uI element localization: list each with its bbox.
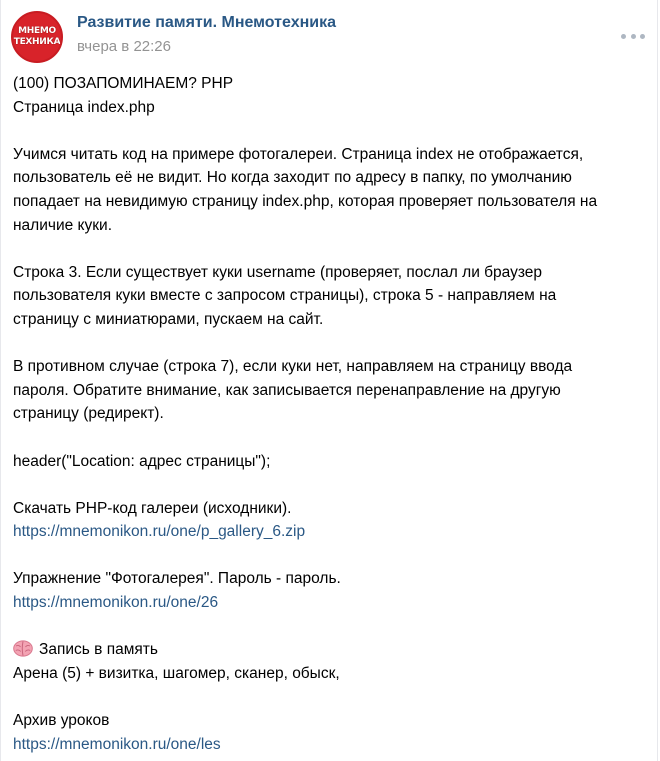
paragraph2-line: пользователя куки вместе с запросом страницы), строка 5 - направляем на bbox=[13, 287, 557, 305]
exercise-line bbox=[13, 591, 649, 615]
memory-heading bbox=[13, 638, 649, 662]
paragraph2-line: Строка 3. Если существует куки username (проверяет, послал ли браузер bbox=[13, 263, 543, 281]
blank-line bbox=[13, 332, 649, 356]
download-label: Скачать PHP-код галереи (исходники). bbox=[13, 499, 292, 517]
archive-link[interactable]: https://mnemonikon.ru/one/les bbox=[13, 735, 221, 753]
blank-line bbox=[13, 473, 649, 497]
archive-line bbox=[13, 733, 649, 757]
post-subtitle: Страница index.php bbox=[13, 98, 155, 116]
post-date-link[interactable]: вчера в 22:26 bbox=[77, 38, 171, 55]
paragraph1-line: пользователь её не видит. Но когда заходит по адресу в папку, по умолчанию bbox=[13, 169, 572, 187]
paragraph1-line: попадает на невидимую страницу index.php, которая проверяет пользователя на bbox=[13, 192, 598, 210]
group-avatar[interactable] bbox=[11, 11, 63, 63]
exercise-label: Упражнение "Фотогалерея". Пароль - пароль. bbox=[13, 570, 341, 588]
dot bbox=[640, 34, 645, 39]
blank-line bbox=[13, 544, 649, 568]
memory-text: Арена (5) + визитка, шагомер, сканер, обыск, bbox=[13, 664, 340, 682]
group-name-link[interactable]: Развитие памяти. Мнемотехника bbox=[77, 14, 336, 31]
brain-emoji-icon bbox=[13, 640, 33, 657]
code-line: header("Location: адрес страницы"); bbox=[13, 452, 271, 470]
download-link[interactable]: https://mnemonikon.ru/one/p_gallery_6.zip bbox=[13, 523, 306, 541]
paragraph1-line: наличие куки. bbox=[13, 216, 112, 234]
paragraph3-line: страницу (редирект). bbox=[13, 405, 164, 423]
paragraph2-line: страницу с миниатюрами, пускаем на сайт. bbox=[13, 310, 324, 328]
blank-line bbox=[13, 685, 649, 709]
memory-label: Запись в память bbox=[39, 641, 158, 659]
paragraph1-line: Учимся читать код на примере фотогалереи. Страница index не отображается, bbox=[13, 145, 584, 163]
paragraph3-line: пароля. Обратите внимание, как записывается перенаправление на другую bbox=[13, 381, 561, 399]
blank-line bbox=[13, 237, 649, 261]
post-header bbox=[11, 8, 651, 64]
exercise-link[interactable]: https://mnemonikon.ru/one/26 bbox=[13, 594, 219, 612]
avatar-logo-line1: МНЕМО bbox=[18, 26, 56, 36]
download-line bbox=[13, 520, 649, 544]
blank-line bbox=[13, 426, 649, 450]
blank-line bbox=[13, 119, 649, 143]
dot bbox=[621, 34, 626, 39]
archive-label: Архив уроков bbox=[13, 712, 110, 730]
dot bbox=[631, 34, 636, 39]
post-text bbox=[13, 72, 649, 756]
more-dots-icon[interactable] bbox=[621, 30, 645, 42]
post-title: (100) ПОЗАПОМИНАЕМ? PHP bbox=[13, 75, 234, 92]
paragraph3-line: В противном случае (строка 7), если куки нет, направляем на страницу ввода bbox=[13, 358, 573, 376]
blank-line bbox=[13, 615, 649, 639]
avatar-logo-line2: ТЕХНИКА bbox=[13, 37, 61, 47]
